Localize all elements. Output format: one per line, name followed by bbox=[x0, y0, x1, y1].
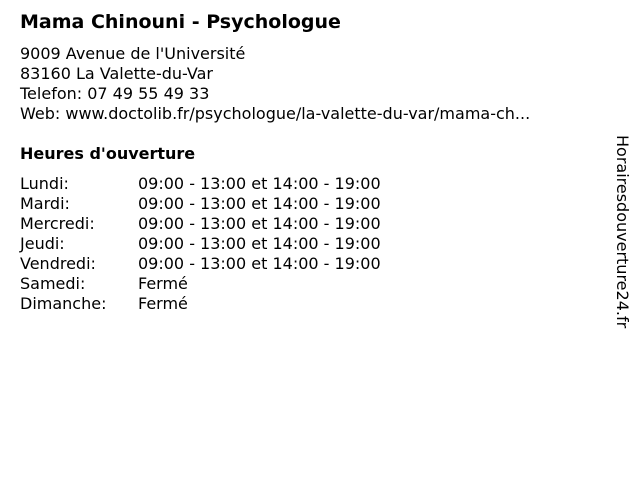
day-label: Vendredi: bbox=[20, 254, 96, 273]
website-link[interactable]: Web: www.doctolib.fr/psychologue/la-valette-du-var/mama-ch... bbox=[20, 104, 531, 123]
day-label: Jeudi: bbox=[20, 234, 65, 253]
day-label: Samedi: bbox=[20, 274, 86, 293]
hours-row-monday bbox=[20, 174, 381, 194]
day-label: Dimanche: bbox=[20, 294, 107, 313]
hours-row-friday bbox=[20, 254, 381, 274]
day-label: Mercredi: bbox=[20, 214, 95, 233]
hours-row-wednesday bbox=[20, 214, 381, 234]
address-city: 83160 La Valette-du-Var bbox=[20, 64, 213, 83]
site-watermark: Horairesdouverture24.fr bbox=[613, 135, 632, 329]
time-value: 09:00 - 13:00 et 14:00 - 19:00 bbox=[138, 254, 381, 273]
business-title: Mama Chinouni - Psychologue bbox=[20, 11, 341, 33]
phone-number[interactable]: Telefon: 07 49 55 49 33 bbox=[20, 84, 210, 103]
hours-row-sunday bbox=[20, 294, 381, 314]
address-street: 9009 Avenue de l'Université bbox=[20, 44, 246, 63]
opening-hours-table bbox=[20, 174, 381, 314]
opening-hours-heading: Heures d'ouverture bbox=[20, 144, 196, 163]
time-value: 09:00 - 13:00 et 14:00 - 19:00 bbox=[138, 194, 381, 213]
time-value: Fermé bbox=[138, 294, 188, 313]
time-value: 09:00 - 13:00 et 14:00 - 19:00 bbox=[138, 234, 381, 253]
day-label: Mardi: bbox=[20, 194, 70, 213]
hours-row-saturday bbox=[20, 274, 381, 294]
time-value: 09:00 - 13:00 et 14:00 - 19:00 bbox=[138, 214, 381, 233]
hours-row-tuesday bbox=[20, 194, 381, 214]
hours-row-thursday bbox=[20, 234, 381, 254]
business-info bbox=[20, 44, 530, 124]
day-label: Lundi: bbox=[20, 174, 69, 193]
time-value: Fermé bbox=[138, 274, 188, 293]
time-value: 09:00 - 13:00 et 14:00 - 19:00 bbox=[138, 174, 381, 193]
